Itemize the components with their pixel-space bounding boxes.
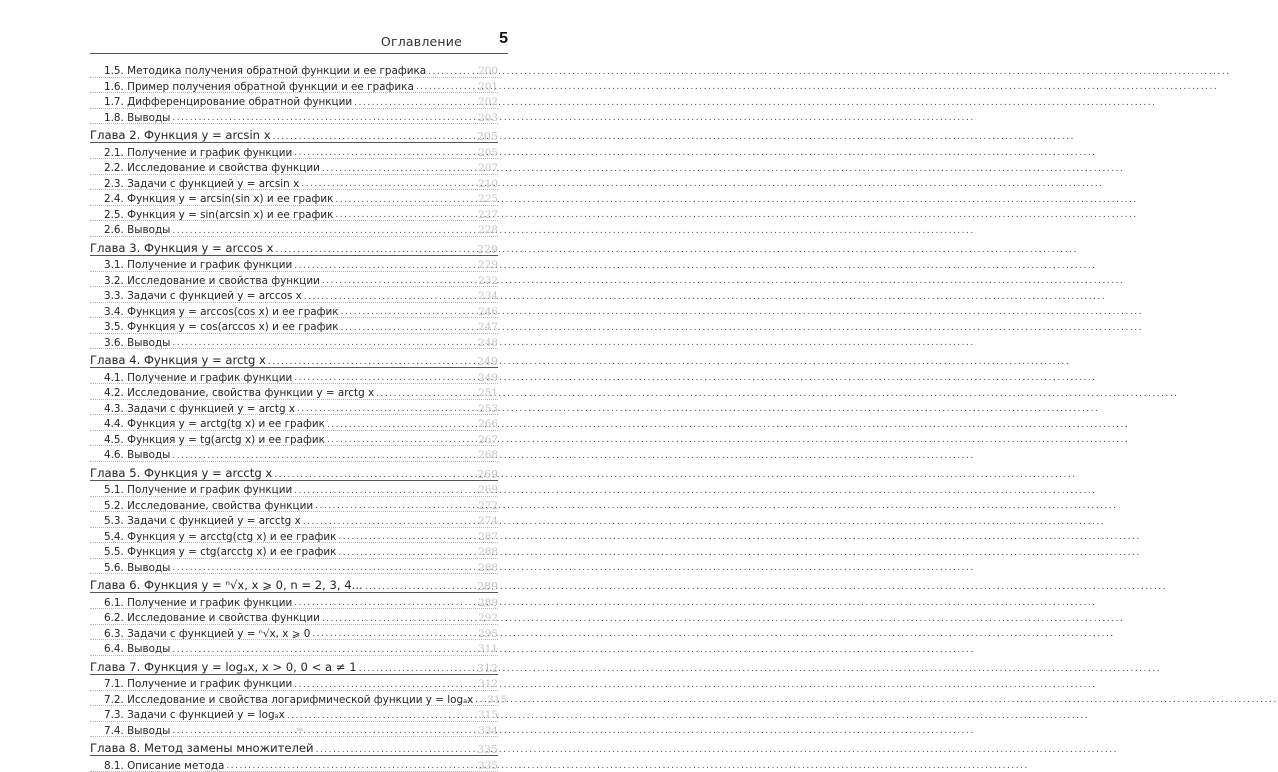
toc-entry-title: 2.1. Получение и график функции (104, 146, 293, 159)
toc-page-number: 225 (478, 193, 498, 206)
toc-chapter-entry[interactable] (90, 656, 498, 675)
toc-entry-title: 4.6. Выводы (104, 449, 171, 462)
toc-section-entry[interactable] (90, 159, 498, 175)
toc-section-entry[interactable] (90, 431, 498, 447)
toc-entry-title: 3.5. Функция y = cos(arccos x) и ее график (104, 321, 339, 334)
toc-page-number: 289 (477, 580, 498, 593)
dot-leader (312, 630, 474, 639)
dot-leader (294, 374, 474, 383)
dot-leader (341, 324, 475, 333)
toc-page-number: 292 (478, 612, 498, 625)
toc-entry-title: Глава 4. Функция y = arctg x (90, 353, 266, 368)
dot-leader (322, 615, 474, 624)
toc-page-number: 251 (478, 387, 498, 400)
toc-page-number: 295 (478, 627, 498, 640)
toc-section-entry[interactable] (90, 756, 498, 772)
toc-page-number: 229 (477, 242, 498, 256)
toc-section-entry[interactable] (90, 256, 498, 272)
toc-entry-title: 3.1. Получение и график функции (104, 259, 293, 272)
toc-section-entry[interactable] (90, 143, 498, 159)
toc-section-entry[interactable] (90, 497, 498, 513)
toc-chapter-entry[interactable] (90, 462, 498, 481)
toc-page-number: 267 (478, 433, 498, 446)
toc-entry-title: 6.2. Исследование и свойства функции (104, 612, 320, 625)
dot-leader (172, 564, 474, 573)
toc-page-number: 210 (478, 177, 498, 190)
toc-section-entry[interactable] (90, 384, 498, 400)
dot-leader (335, 196, 474, 205)
toc-section-entry[interactable] (90, 78, 498, 94)
dot-leader (327, 436, 474, 445)
dot-leader (226, 762, 474, 771)
dot-leader (322, 165, 474, 174)
toc-page-number: 205 (478, 146, 498, 159)
toc-entry-title: 7.1. Получение и график функции (104, 678, 293, 691)
dot-leader (172, 227, 474, 236)
toc-entry-title: 2.6. Выводы (104, 224, 171, 237)
toc-entry-title: 4.5. Функция y = tg(arctg x) и ее график (104, 433, 325, 446)
toc-page-number: 315 (487, 693, 508, 706)
toc-entry-title: 4.1. Получение и график функции (104, 371, 293, 384)
toc-entry-title: 6.4. Выводы (104, 643, 171, 656)
toc-entry-title: Глава 2. Функция y = arcsin x (90, 128, 271, 143)
toc-section-entry[interactable] (90, 400, 498, 416)
toc-section-entry[interactable] (90, 446, 498, 462)
dot-leader (322, 277, 474, 286)
toc-entry-title: 6.1. Получение и график функции (104, 596, 293, 609)
toc-section-entry[interactable] (90, 109, 498, 125)
toc-page-number: 335 (478, 759, 498, 772)
toc-page-number: 248 (478, 336, 498, 349)
toc-section-entry[interactable] (90, 303, 498, 319)
page-edge-mark (297, 728, 303, 731)
dot-leader (172, 646, 474, 655)
toc-section-entry[interactable] (90, 609, 498, 625)
toc-page-number: 207 (478, 162, 498, 175)
toc-chapter-entry[interactable] (90, 124, 498, 143)
toc-page-number: 249 (477, 355, 498, 368)
dot-leader (287, 712, 474, 721)
dot-leader (341, 308, 475, 317)
toc-page-number: 229 (478, 259, 498, 272)
toc-entry-title: 2.5. Функция y = sin(arcsin x) и ее график (104, 208, 334, 221)
toc-entry-title: Глава 7. Функция y = logₐx, x > 0, 0 < a ≠ 1 (90, 659, 357, 674)
toc-section-entry[interactable] (90, 625, 498, 641)
toc-page-number: 288 (478, 561, 498, 574)
toc-entry-title: 5.3. Задачи с функцией y = arcctg x (104, 515, 301, 528)
toc-entry-title: 2.4. Функция y = arcsin(sin x) и ее график (104, 193, 334, 206)
toc-page-number: 274 (478, 515, 498, 528)
toc-entry-title: 6.3. Задачи с функцией y = ⁿ√x, x ⩾ 0 (104, 627, 311, 640)
running-header-title: Оглавление (380, 34, 462, 49)
toc-section-entry[interactable] (90, 675, 498, 691)
toc-section-entry[interactable] (90, 272, 498, 288)
toc-page-number: 272 (478, 499, 498, 512)
dot-leader (315, 502, 474, 511)
toc-page-number: 205 (477, 130, 498, 143)
toc-section-entry[interactable] (90, 415, 498, 431)
toc-entry-title: 3.6. Выводы (104, 336, 171, 349)
toc-section-entry[interactable] (90, 221, 498, 237)
dot-leader (327, 421, 474, 430)
toc-section-entry[interactable] (90, 706, 498, 722)
table-of-contents (90, 62, 508, 772)
dot-leader (274, 471, 473, 480)
dot-leader (338, 533, 474, 542)
toc-section-entry[interactable] (90, 287, 498, 303)
toc-page-number: 334 (478, 724, 498, 737)
toc-section-entry[interactable] (90, 691, 508, 707)
page-header (0, 0, 600, 60)
dot-leader (475, 696, 483, 705)
toc-page-number: 311 (478, 643, 498, 656)
dot-leader (297, 405, 474, 414)
toc-page-number: 289 (478, 596, 498, 609)
toc-section-entry[interactable] (90, 512, 498, 528)
dot-leader (335, 211, 474, 220)
toc-entry-title: 5.6. Выводы (104, 561, 171, 574)
toc-page-number: 246 (478, 305, 498, 318)
toc-entry-title: 3.3. Задачи с функцией y = arccos x (104, 290, 302, 303)
toc-page-number: 249 (478, 371, 498, 384)
dot-leader (359, 665, 473, 674)
toc-section-entry[interactable] (90, 722, 498, 738)
toc-chapter-entry[interactable] (90, 349, 498, 368)
toc-entry-title: 1.5. Методика получения обратной функции и ее графика (104, 65, 427, 78)
toc-page-number: 253 (478, 402, 498, 415)
page-number: 5 (499, 30, 508, 47)
toc-page-number: 335 (477, 743, 498, 756)
dot-leader (172, 339, 474, 348)
toc-page-number: 232 (478, 274, 498, 287)
toc-entry-title: Глава 5. Функция y = arcctg x (90, 465, 273, 480)
toc-entry-title: 4.2. Исследование, свойства функции y = arctg x (104, 387, 375, 400)
dot-leader (376, 390, 474, 399)
toc-page-number: 203 (478, 111, 498, 124)
toc-entry-title: 3.2. Исследование и свойства функции (104, 274, 320, 287)
toc-page-number: 288 (478, 546, 498, 559)
toc-entry-title: 5.2. Исследование, свойства функции (104, 499, 314, 512)
toc-entry-title: 2.3. Задачи с функцией y = arcsin x (104, 177, 300, 190)
toc-page-number: 247 (478, 321, 498, 334)
dot-leader (304, 293, 474, 302)
toc-section-entry[interactable] (90, 93, 498, 109)
toc-chapter-entry[interactable] (90, 737, 498, 756)
toc-page-number: 202 (478, 96, 498, 109)
toc-page-number: 269 (478, 484, 498, 497)
toc-entry-title: Глава 6. Функция y = ⁿ√x, x ⩾ 0, n = 2, 3, 4... (90, 578, 363, 593)
dot-leader (338, 549, 474, 558)
dot-leader (268, 358, 473, 367)
toc-entry-title: 4.3. Задачи с функцией y = arctg x (104, 402, 296, 415)
toc-entry-title: 1.6. Пример получения обратной функции и ее графика (104, 80, 414, 93)
toc-entry-title: 8.1. Описание метода (104, 759, 225, 772)
toc-section-entry[interactable] (90, 593, 498, 609)
toc-entry-title: Глава 8. Метод замены множителей (90, 741, 314, 756)
toc-page-number: 201 (478, 80, 498, 93)
toc-section-entry[interactable] (90, 334, 498, 350)
toc-entry-title: 1.8. Выводы (104, 111, 171, 124)
toc-page-number: 312 (477, 661, 498, 675)
toc-page-number: 234 (478, 290, 498, 303)
toc-page-number: 315 (478, 709, 498, 722)
toc-page-number: 200 (478, 65, 498, 78)
toc-entry-title: 4.4. Функция y = arctg(tg x) и ее график (104, 418, 325, 431)
dot-leader (275, 246, 473, 255)
toc-entry-title: 5.5. Функция y = ctg(arcctg x) и ее график (104, 546, 337, 559)
dot-leader (303, 518, 474, 527)
toc-entry-title: 7.4. Выводы (104, 724, 171, 737)
dot-leader (294, 681, 474, 690)
toc-chapter-entry[interactable] (90, 237, 498, 256)
toc-page-number: 268 (478, 449, 498, 462)
toc-section-entry[interactable] (90, 543, 498, 559)
toc-section-entry[interactable] (90, 190, 498, 206)
dot-leader (428, 68, 474, 77)
dot-leader (172, 114, 474, 123)
dot-leader (172, 727, 474, 736)
toc-section-entry[interactable] (90, 528, 498, 544)
toc-page-number: 266 (478, 418, 498, 431)
dot-leader (365, 583, 473, 592)
toc-section-entry[interactable] (90, 640, 498, 656)
toc-entry-title: 2.2. Исследование и свойства функции (104, 162, 320, 175)
toc-entry-title: 5.1. Получение и график функции (104, 484, 293, 497)
toc-section-entry[interactable] (90, 481, 498, 497)
toc-page-number: 287 (478, 530, 498, 543)
toc-page-number: 312 (478, 678, 498, 691)
toc-page-number: 269 (477, 467, 498, 481)
toc-section-entry[interactable] (90, 559, 498, 575)
dot-leader (301, 180, 474, 189)
toc-section-entry[interactable] (90, 175, 498, 191)
toc-section-entry[interactable] (90, 368, 498, 384)
dot-leader (294, 599, 474, 608)
toc-section-entry[interactable] (90, 318, 498, 334)
dot-leader (294, 262, 474, 271)
toc-entry-title: Глава 3. Функция y = arccos x (90, 240, 274, 255)
toc-entry-title: 3.4. Функция y = arccos(cos x) и ее график (104, 305, 339, 318)
dot-leader (294, 487, 474, 496)
dot-leader (294, 149, 474, 158)
toc-section-entry[interactable] (90, 206, 498, 222)
dot-leader (354, 99, 474, 108)
dot-leader (316, 746, 473, 755)
toc-entry-title: 5.4. Функция y = arcctg(ctg x) и ее график (104, 530, 337, 543)
dot-leader (416, 83, 474, 92)
toc-entry-title: 1.7. Дифференцирование обратной функции (104, 96, 353, 109)
toc-page-number: 227 (478, 208, 498, 221)
toc-section-entry[interactable] (90, 62, 498, 78)
toc-entry-title: 7.3. Задачи с функцией y = logₐx (104, 709, 285, 722)
dot-leader (273, 133, 473, 142)
header-rule (90, 53, 508, 54)
toc-entry-title: 7.2. Исследование и свойства логарифмической функции y = logₐx (104, 693, 474, 706)
toc-chapter-entry[interactable] (90, 574, 498, 593)
toc-page-number: 228 (478, 224, 498, 237)
dot-leader (172, 452, 474, 461)
